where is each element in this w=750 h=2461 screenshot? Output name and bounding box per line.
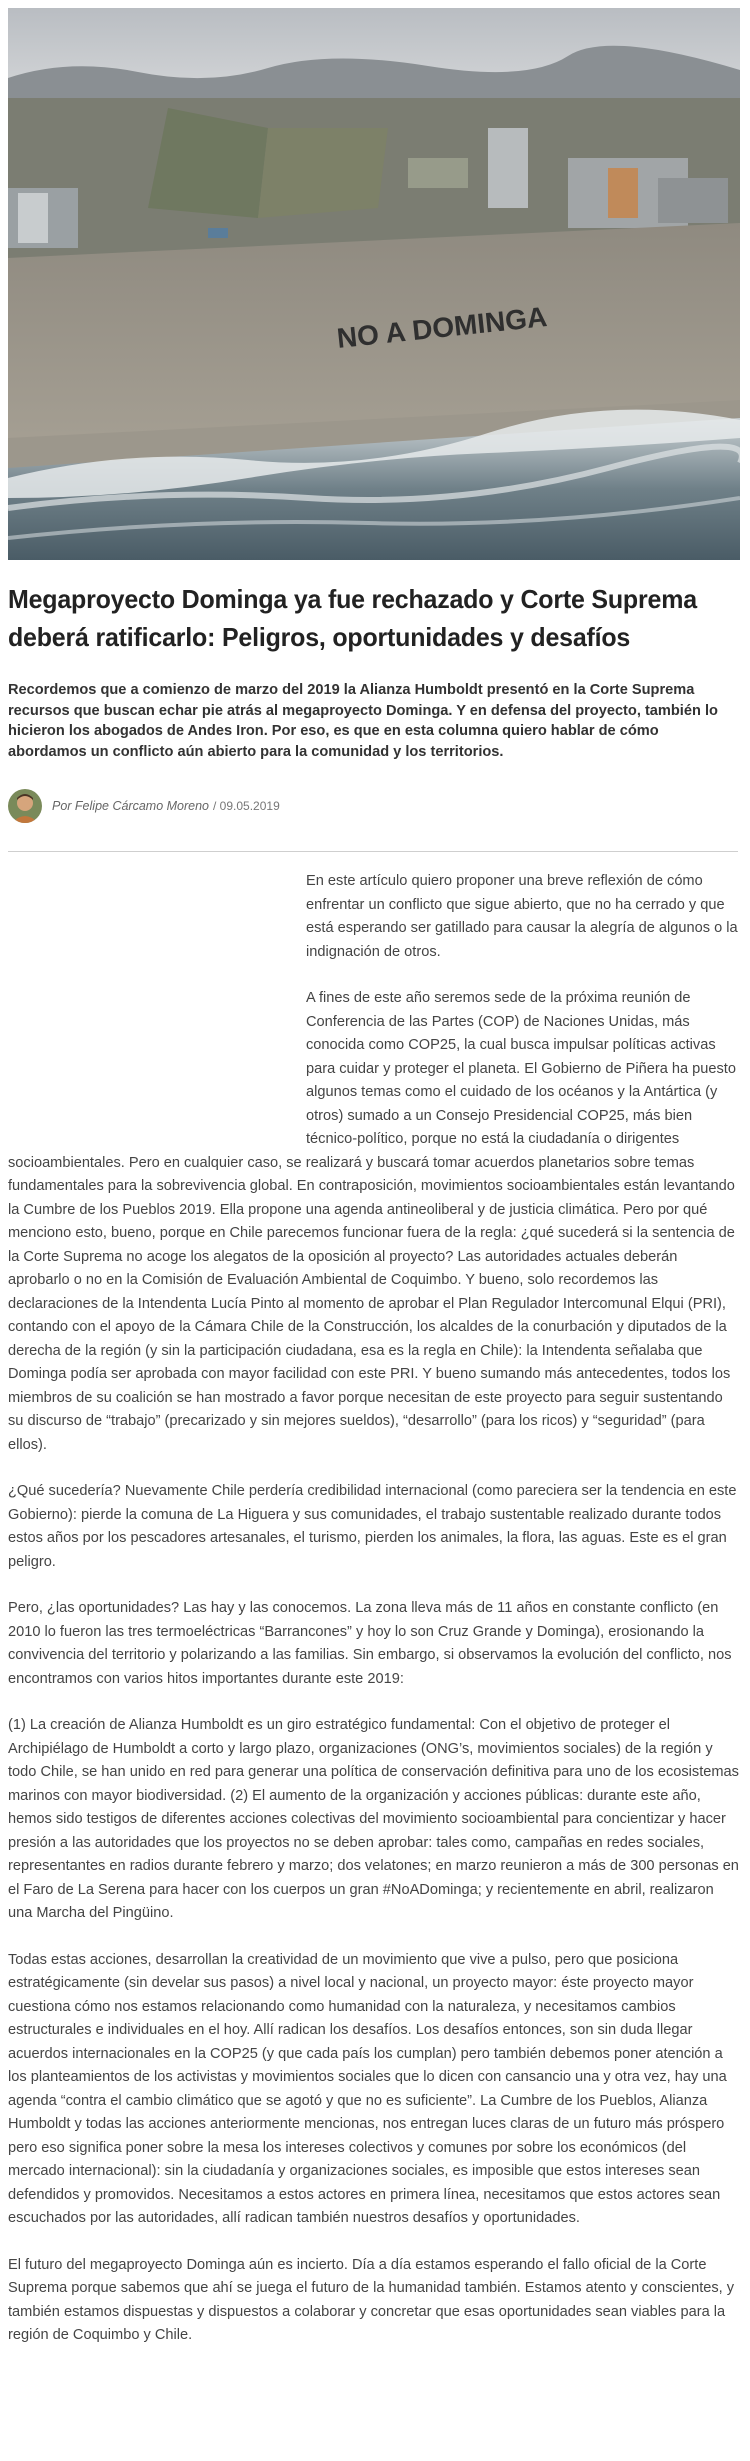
paragraph: ¿Qué sucedería? Nuevamente Chile perdería credibilidad internacional (como pareciera ser la tendencia en este Gobierno): pierde la comuna de La Higuera y sus comunidades, el trabajo sustentable realizado durante todos estos años por los pescadores artesanales, el turismo, pierden los animales, la flora, las aguas. Este es el gran peligro. <box>8 1483 737 1570</box>
paragraph: (1) La creación de Alianza Humboldt es un giro estratégico fundamental: Con el objetivo de proteger el Archipiélago de Humboldt a corto y largo plazo, organizaciones (ONG’s, movimientos sociales) de la región y todo Chile, se han unido en red para generar una política de conservación definitiva para uno de los ecosistemas marinos con mayor biodiversidad. (2) El aumento de la organización y acciones públicas: durante este año, hemos sido testigos de diferentes acciones colectivas del movimiento socioambiental para concientizar y hacer presión a las autoridades que los proyectos no se deben aprobar: tales como, campañas en redes sociales, representantes en radios durante febrero y marzo; dos velatones; en marzo reunieron a más de 300 personas en el Faro de La Serena para hacer con los cuerpos un gran #NoADominga; y recientemente en abril, realizaron una Marcha del Pingüino. <box>8 1717 739 1921</box>
article-lead: Recordemos que a comienzo de marzo del 2019 la Alianza Humboldt presentó en la Corte Suprema recursos que buscan echar pie atrás al megaproyecto Dominga. Y en defensa del proyecto, también lo hicieron los abogados de Andes Iron. Por eso, es que en esta columna quiero hablar de cómo abordamos un conflicto aún abierto para la comunidad y los territorios. <box>8 682 718 760</box>
article-body <box>8 870 740 2371</box>
beach-aerial-photo <box>8 8 740 560</box>
divider <box>8 851 738 852</box>
author-avatar[interactable] <box>8 789 42 823</box>
publish-date: / 09.05.2019 <box>213 799 280 813</box>
paragraph: El futuro del megaproyecto Dominga aún es incierto. Día a día estamos esperando el fallo oficial de la Corte Suprema porque sabemos que ahí se juega el futuro de la humanidad también. Estamos atento y conscientes, y también estamos dispuestas y dispuestos a colaborar y concretar que esas oportunidades sean viables para la región de Coquimbo y Chile. <box>8 2256 735 2343</box>
article-title: Megaproyecto Dominga ya fue rechazado y Corte Suprema deberá ratificarlo: Peligros, oportunidades y desafíos <box>8 584 697 652</box>
empty-float-area <box>8 870 306 1132</box>
paragraph: Pero, ¿las oportunidades? Las hay y las conocemos. La zona lleva más de 11 años en constante conflicto (en 2010 lo fueron las tres termoeléctricas “Barrancones” y hoy lo son Cruz Grande y Dominga), erosionando la convivencia del territorio y polarizando a las familias. Sin embargo, si observamos la evolución del conflicto, nos encontramos con varios hitos importantes durante este 2019: <box>8 1600 732 1687</box>
hero-image <box>8 8 740 560</box>
author-name[interactable]: Por Felipe Cárcamo Moreno <box>52 799 210 813</box>
paragraph: A fines de este año seremos sede de la próxima reunión de Conferencia de las Partes (COP) de Naciones Unidas, más conocida como COP25, la cual busca impulsar políticas activas para cuidar y proteger el planeta. El Gobierno de Piñera ha puesto algunos temas como el cuidado de los océanos y la Antártica (y otros) sumado a un Consejo Presidencial COP25, más bien técnico-político, porque no está la ciudadanía o dirigentes socioambientales. Pero en cualquier caso, se realizará y buscará tomar acuerdos planetarios sobre temas fundamentales para la sobrevivencia global. En contraposición, movimientos socioambientales están levantando la Cumbre de los Pueblos 2019. Ella propone una agenda antineoliberal y de justicia climática. Pero por qué menciono esto, bueno, porque en Chile parecemos funcionar fuera de la regla: ¿qué sucederá si la sentencia de la Corte Suprema no acoge los alegatos de la oposición al proyecto? Las autoridades actuales deberán aprobarlo o no en la Comisión de Evaluación Ambiental de Coquimbo. Y bueno, solo recordemos las declaraciones de la Intendenta Lucía Pinto al momento de aprobar el Plan Regulador Intercomunal Elqui (PRI), contando con el apoyo de la Cámara Chile de la Construcción, los alcaldes de la conurbación y diputados de la derecha de la región (y sin la participación ciudadana, esa es la regla en Chile): la Intendenta señalaba que Dominga podía ser aprobada con mayor facilidad con este PRI. Y bueno sumando más antecedentes, todos los miembros de su coalición se han mostrado a favor porque necesitan de este proyecto para seguir sustentando su discurso de “trabajo” (precarizado y sin mejores sueldos), “desarrollo” (para los ricos) y “seguridad” (para ellos). <box>8 990 736 1453</box>
byline <box>8 788 608 824</box>
paragraph: Todas estas acciones, desarrollan la creatividad de un movimiento que vive a pulso, pero que posiciona estratégicamente (sin develar sus pasos) a nivel local y nacional, un proyecto mayor: éste proyecto mayor cuestiona cómo nos estamos relacionando como humanidad con la naturaleza, y necesitamos cambios estructurales e individuales en el hoy. Allí radican los desafíos. Los desafíos entonces, son sin duda llegar acuerdos internacionales en la COP25 (y que cada país los cumplan) pero también debemos poner atención a los planteamientos de los activistas y movimientos sociales que lo dicen con cansancio una y otra vez, hay una agenda “contra el cambio climático que se agotó y que no es suficiente”. La Cumbre de los Pueblos, Alianza Humboldt y todas las acciones anteriormente mencionas, nos entregan luces claras de un futuro más próspero pero eso significa poner sobre la mesa los intereses colectivos y comunes por sobre los económicos (del mercado internacional): sin la ciudadanía y organizaciones sociales, es imposible que estos intereses sean defendidos y promovidos. Necesitamos a estos actores en primera línea, necesitamos que estos actores sean escuchados por las autoridades, allí radican también nuestros desafíos y oportunidades. <box>8 1951 727 2226</box>
paragraph: En este artículo quiero proponer una breve reflexión de cómo enfrentar un conflicto que sigue abierto, que no ha cerrado y que está esperando ser gatillado para causar la alegría de algunos o la indignación de otros. <box>306 873 738 960</box>
sand-message: NO A DOMINGA <box>335 301 549 354</box>
